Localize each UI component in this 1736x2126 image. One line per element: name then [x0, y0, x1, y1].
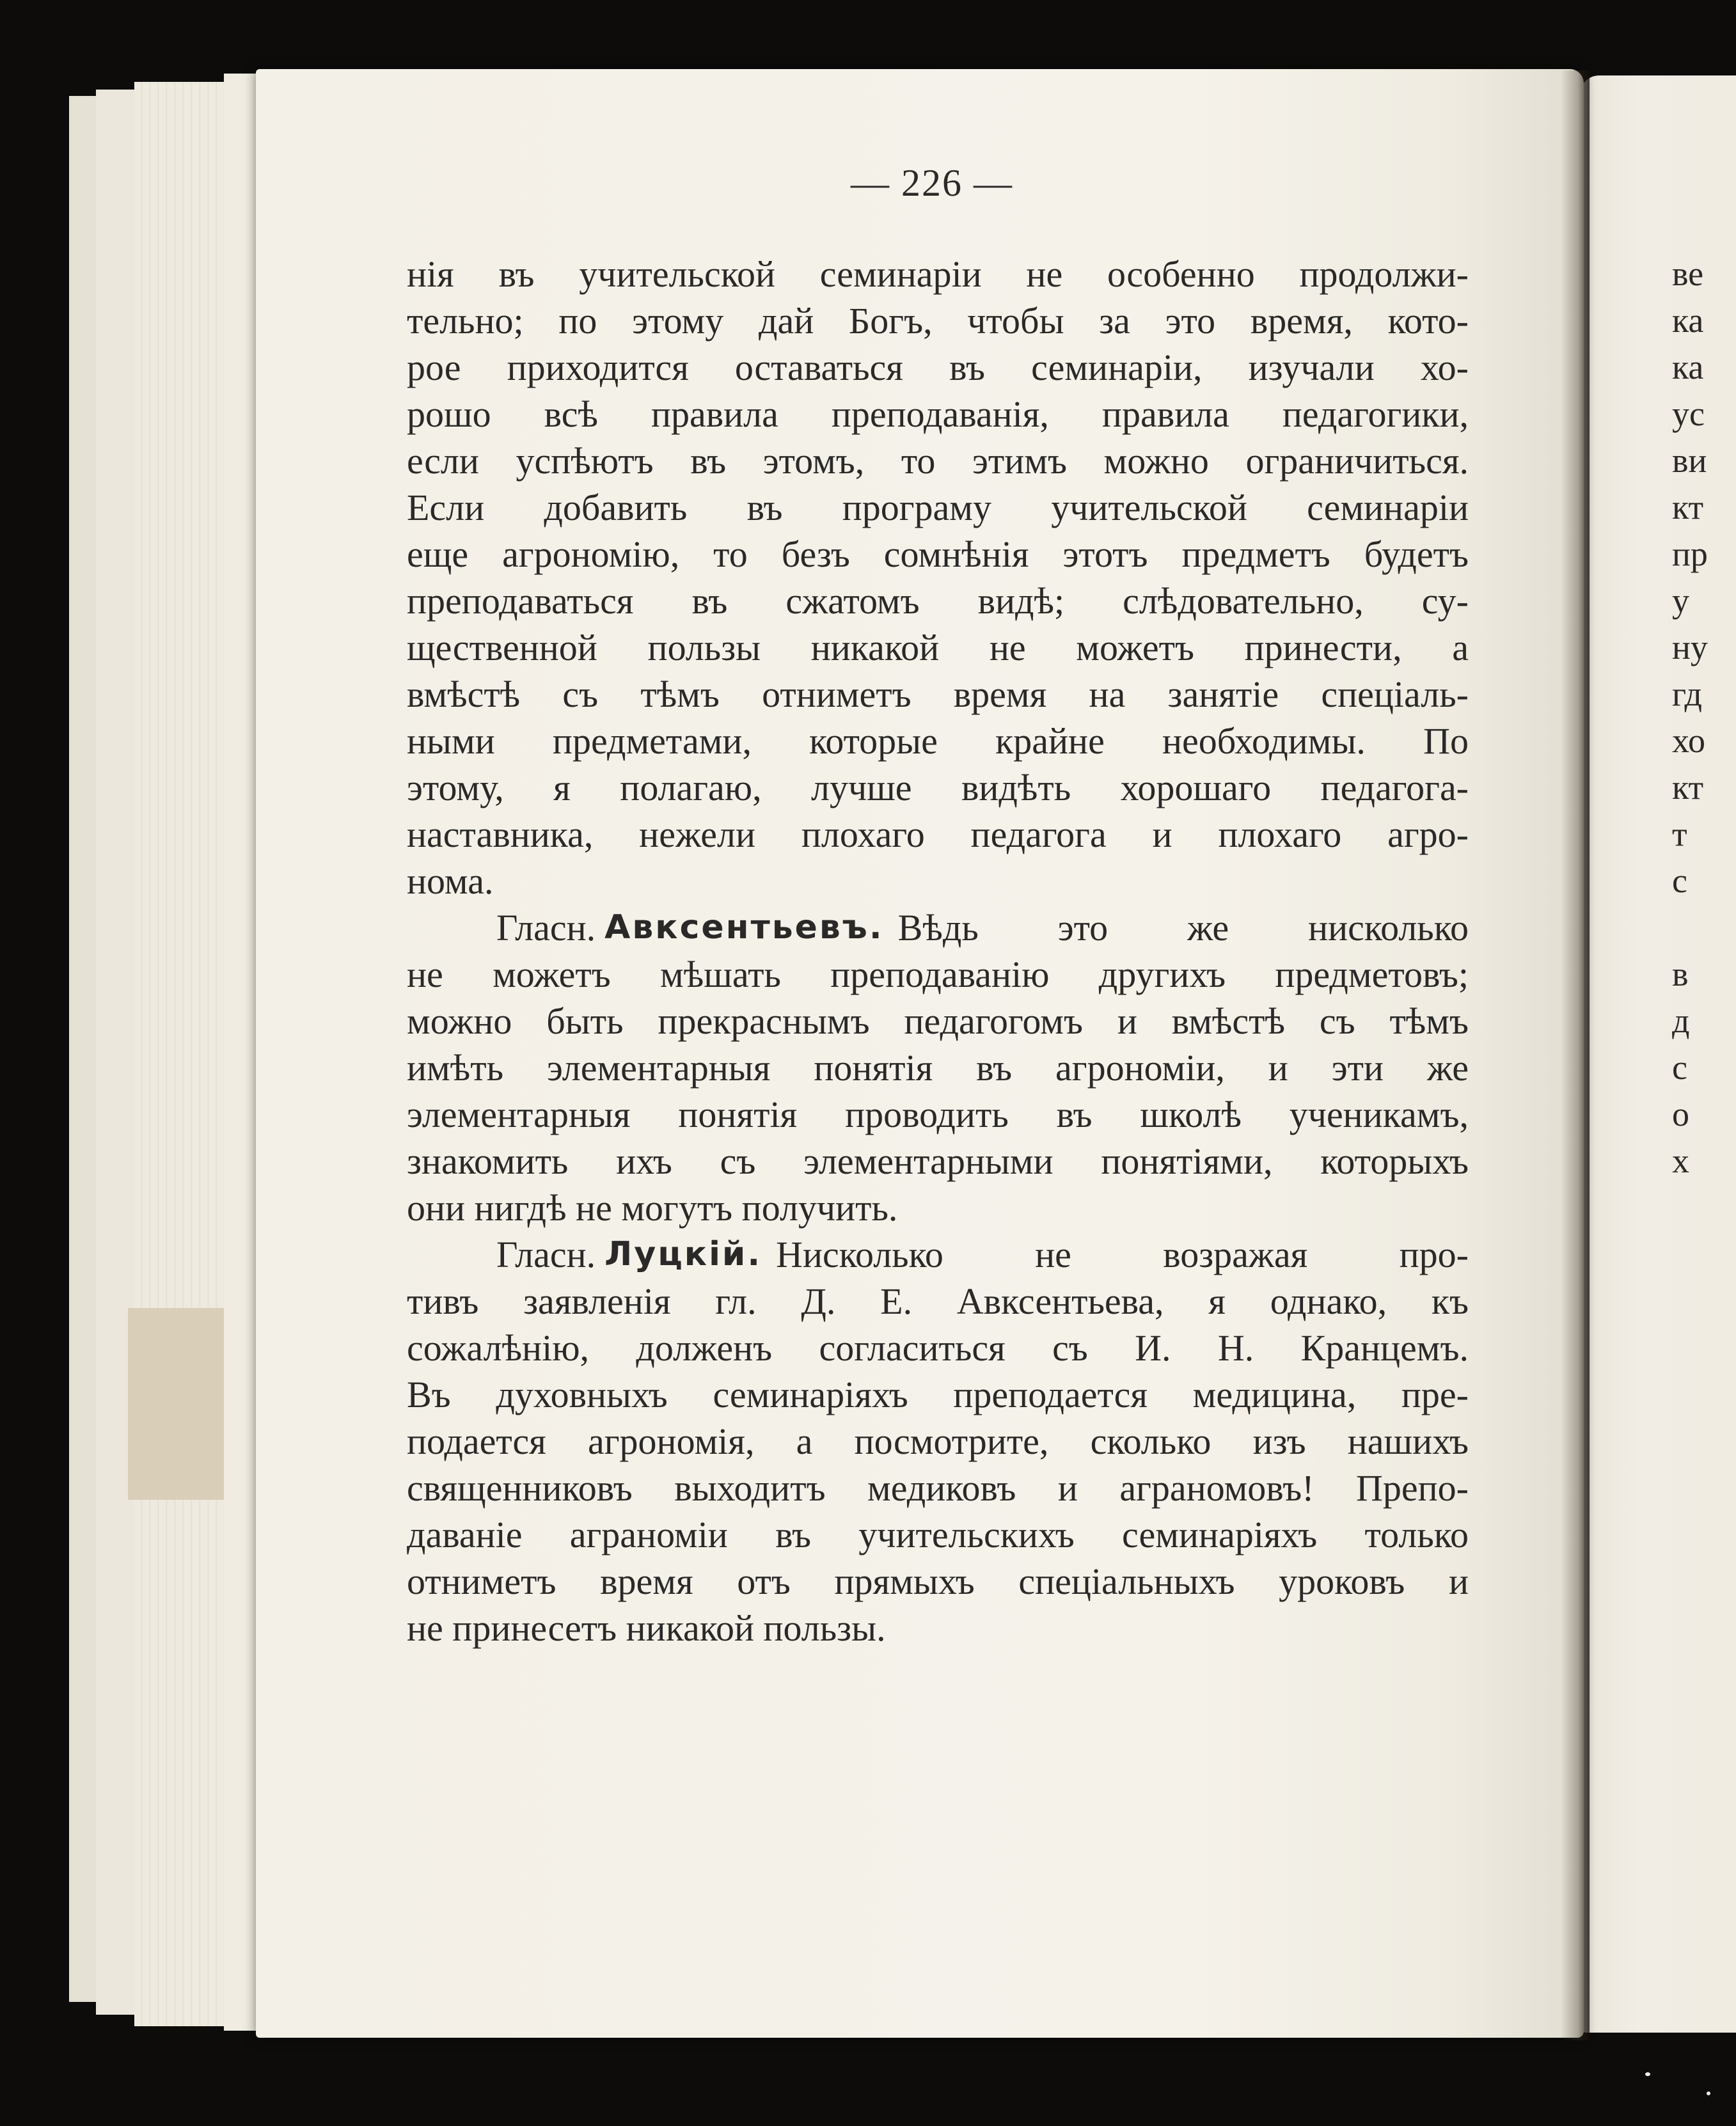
text-line: элементарныя понятія проводить въ школѣ ученикамъ,	[407, 1094, 1469, 1135]
text-line: имѣть элементарныя понятія въ агрономіи, и эти же	[407, 1047, 1469, 1089]
text-line: ными предметами, которые крайне необходимы. По	[407, 720, 1469, 762]
text-line: преподаваться въ сжатомъ видѣ; слѣдовательно, су-	[407, 580, 1469, 622]
text-line: даваніе аграноміи въ учительскихъ семинаріяхъ только	[407, 1514, 1469, 1555]
text-line: священниковъ выходитъ медиковъ и аграномовъ! Препо-	[407, 1467, 1469, 1509]
text-line: тивъ заявленія гл. Д. Е. Авксентьева, я однако, къ	[407, 1280, 1469, 1322]
text-line: нія въ учительской семинаріи не особенно продолжи-	[407, 253, 1469, 295]
text-line: можно быть прекраснымъ педагогомъ и вмѣстѣ съ тѣмъ	[407, 1000, 1469, 1042]
text-line: этому, я полагаю, лучше видѣть хорошаго педагога-	[407, 767, 1469, 808]
text-line: отниметъ время отъ прямыхъ спеціальныхъ уроковъ и	[407, 1561, 1469, 1602]
opposite-page-fragment: о	[1672, 1095, 1689, 1133]
opposite-page-fragment: гд	[1672, 675, 1702, 713]
opposite-page-fragment: с	[1672, 1048, 1687, 1087]
opposite-page-text	[1672, 251, 1736, 1185]
opposite-page-fragment: у	[1672, 581, 1689, 620]
dust-speck	[1645, 2072, 1650, 2076]
text-line: если успѣютъ въ этомъ, то этимъ можно ограничиться.	[407, 440, 1469, 482]
text-fragment: Вѣдь это же нисколько	[897, 907, 1469, 949]
opposite-page-fragment: ну	[1672, 628, 1708, 666]
text-line: Въ духовныхъ семинаріяхъ преподается медицина, пре-	[407, 1374, 1469, 1415]
text-line: щественной пользы никакой не можетъ принести, а	[407, 627, 1469, 668]
text-line: они нигдѣ не могутъ получить.	[407, 1187, 898, 1229]
text-line: тельно; по этому дай Богъ, чтобы за это время, кото-	[407, 300, 1469, 342]
opposite-page-fragment: хо	[1672, 721, 1705, 760]
text-line: рое приходится оставаться въ семинаріи, изучали хо-	[407, 347, 1469, 388]
opposite-page-fragment: д	[1672, 1002, 1690, 1040]
text-line: сожалѣнію, долженъ согласиться съ И. Н. Кранцемъ.	[407, 1327, 1469, 1369]
text-line: подается агрономія, а посмотрите, сколько изъ нашихъ	[407, 1421, 1469, 1462]
text-line: еще агрономію, то безъ сомнѣнія этотъ предметъ будетъ	[407, 533, 1469, 575]
opposite-page-fragment	[1672, 904, 1736, 951]
text-line: рошо всѣ правила преподаванія, правила педагогики,	[407, 393, 1469, 435]
page-text	[407, 251, 1469, 1651]
opposite-page-fragment: ка	[1672, 301, 1704, 340]
text-line: не принесетъ никакой пользы.	[407, 1607, 886, 1649]
opposite-page-fragment: ус	[1672, 395, 1705, 433]
opposite-page-fragment: кт	[1672, 768, 1704, 807]
text-line: наставника, нежели плохаго педагога и плохаго агро-	[407, 814, 1469, 855]
speaker-title: Гласн.	[496, 1234, 596, 1275]
text-line: вмѣстѣ съ тѣмъ отниметъ время на занятіе спеціаль-	[407, 673, 1469, 715]
opposite-page-fragment: ка	[1672, 348, 1704, 386]
opposite-page-fragment: с	[1672, 862, 1687, 900]
speaker-line	[407, 1231, 1469, 1278]
opposite-page-fragment: кт	[1672, 488, 1704, 526]
text-line: Если добавить въ програму учительской семинаріи	[407, 487, 1469, 528]
opposite-page-fragment: пр	[1672, 535, 1708, 573]
opposite-page-fragment: ви	[1672, 441, 1707, 480]
book-gutter	[1561, 70, 1590, 2040]
text-fragment: Нисколько не возражая про-	[776, 1234, 1469, 1275]
dust-speck	[1707, 2091, 1710, 2095]
opposite-page-fragment: т	[1672, 815, 1687, 853]
speaker-line	[407, 904, 1469, 951]
page-number: — 226 —	[851, 162, 1013, 204]
speaker-name: Луцкій.	[604, 1235, 762, 1273]
opposite-page-fragment: х	[1672, 1142, 1689, 1180]
opposite-page-fragment: в	[1672, 955, 1689, 993]
text-line: нома.	[407, 860, 494, 902]
speaker-title: Гласн.	[496, 907, 596, 949]
opposite-page-fragment: ве	[1672, 255, 1704, 293]
page-edge-stain	[128, 1308, 224, 1500]
speaker-name: Авксентьевъ.	[604, 908, 884, 947]
text-line: знакомить ихъ съ элементарными понятіями, которыхъ	[407, 1140, 1469, 1182]
text-line: не можетъ мѣшать преподаванію другихъ предметовъ;	[407, 954, 1469, 995]
